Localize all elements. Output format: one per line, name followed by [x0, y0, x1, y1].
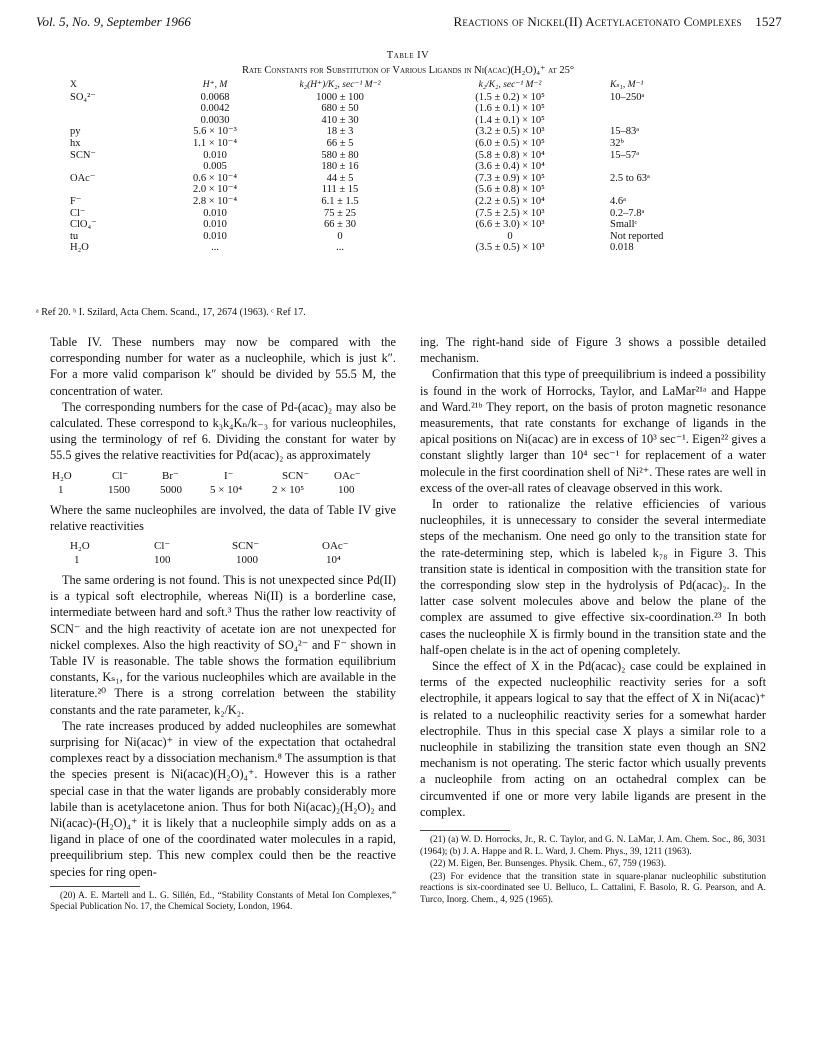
kf1-cell: 2.5 to 63ᵃ — [610, 172, 650, 184]
ligand-cell: py — [70, 126, 81, 138]
paragraph: Table IV. These numbers may now be compared with the corresponding number for water as a nucleophile, which is just k″. For a more valid comparison k″ should be divided by 55.5 M, the concentration of water. — [50, 335, 396, 398]
table-row — [40, 173, 780, 185]
paragraph: ing. The right-hand side of Figure 3 shows a possible detailed mechanism. — [420, 335, 766, 366]
h-plus-cell: 0.010 — [203, 149, 227, 161]
running-head-title — [454, 14, 782, 30]
table-label: Table IV — [386, 50, 430, 61]
k2h-cell: 44 ± 5 — [326, 172, 354, 184]
ligand-cell: H₂O — [70, 242, 89, 254]
k2h-cell: 580 ± 80 — [321, 149, 359, 161]
pd-label: SCN⁻ — [282, 469, 310, 482]
pd-reactivity-table — [50, 468, 396, 498]
kf1-cell: 15–83ᵃ — [610, 126, 640, 138]
rate-constants-table — [40, 80, 780, 254]
table-row — [40, 242, 780, 254]
table-row — [40, 184, 780, 196]
table-footnote: ᵃ Ref 20. ᵇ I. Szilard, Acta Chem. Scand., 17, 2674 (1963). ᶜ Ref 17. — [36, 307, 306, 318]
table-body — [40, 92, 780, 254]
paragraph: The same ordering is not found. This is not unexpected since Pd(II) is a typical soft electrophile, whereas Ni(II) is a borderline case, intermediate between hard and soft.³ Thus the rather low reactivity of SCN⁻ and the high reactivity of acetate ion are not unexpected for nickel complexes. Also the high reactivity of SO₄²⁻ and F⁻ shown in Table IV is reasonable. The table shows the formation equilibrium constants, Kₛ₁, for the various nucleophiles which are available in the literature.²⁰ There is a strong correlation between the stability constants and the rate parameter, k₂/K₂. — [50, 573, 396, 717]
k2h-cell: ... — [336, 242, 344, 254]
footnote-22: (22) M. Eigen, Ber. Bunsenges. Physik. Chem., 67, 759 (1963). — [430, 859, 667, 870]
pd-label: Br⁻ — [162, 469, 179, 482]
table-row — [40, 92, 780, 104]
k2h-cell: 66 ± 5 — [326, 137, 354, 149]
ligand-cell: tu — [70, 230, 79, 242]
h-plus-cell: 0.010 — [203, 219, 227, 231]
h-plus-cell: 0.6 × 10⁻⁴ — [193, 172, 237, 184]
header-kf1: Kₛ₁, M⁻¹ — [610, 80, 644, 90]
k2k2-cell: (3.6 ± 0.4) × 10⁴ — [475, 161, 545, 173]
pd-value: 1500 — [108, 483, 130, 496]
k2h-cell: 66 ± 30 — [323, 219, 356, 231]
ligand-cell: F⁻ — [70, 195, 82, 207]
pd-value: 5000 — [160, 483, 182, 496]
paragraph: Confirmation that this type of preequilibrium is indeed a possibility is found in the work of Horrocks, Taylor, and LaMar²¹ᵃ and Happe and Ward.²¹ᵇ They report, on the basis of proton magnetic resonance measurements, that rate constants for exchange of ligands in the apical positions on Ni(acac) are in excess of 10³ sec⁻¹. Eigen²² gives a constant slightly larger than 10⁴ sec⁻¹ for replacement of a water molecule in the first coordination shell of Ni²⁺. These rates are well in excess of the over-all rates of cleavage observed in this work. — [420, 367, 766, 495]
h-plus-cell: 0.0030 — [200, 114, 230, 126]
k2k2-cell: (7.5 ± 2.5) × 10³ — [475, 207, 545, 219]
ligand-cell: SCN⁻ — [70, 149, 96, 161]
paragraph: Where the same nucleophiles are involved, the data of Table IV give relative reactivities — [50, 502, 396, 533]
ligand-cell: ClO₄⁻ — [70, 219, 97, 231]
pd-label: H₂O — [52, 469, 72, 482]
k2h-cell: 0 — [337, 230, 343, 242]
k2k2-cell: (3.2 ± 0.5) × 10³ — [475, 126, 545, 138]
ni-value: 100 — [154, 554, 171, 567]
h-plus-cell: 1.1 × 10⁻⁴ — [193, 137, 237, 149]
k2h-cell: 1000 ± 100 — [316, 91, 364, 103]
kf1-cell: Smallᶜ — [610, 219, 638, 231]
kf1-cell: 0.2–7.8ᵃ — [610, 207, 645, 219]
k2k2-cell: (1.4 ± 0.1) × 10⁵ — [475, 114, 545, 126]
table-row — [40, 115, 780, 127]
ligand-cell: SO₄²⁻ — [70, 91, 96, 103]
k2h-cell: 6.1 ± 1.5 — [321, 195, 359, 207]
ni-label: H₂O — [70, 540, 90, 553]
h-plus-cell: 0.010 — [203, 207, 227, 219]
h-plus-cell: 5.6 × 10⁻³ — [193, 126, 237, 138]
k2h-cell: 111 ± 15 — [321, 184, 359, 196]
pd-value: 1 — [58, 483, 64, 496]
h-plus-cell: 0.005 — [203, 161, 227, 173]
h-plus-cell: 2.8 × 10⁻⁴ — [193, 195, 237, 207]
left-column — [50, 334, 396, 915]
table-row — [40, 103, 780, 115]
table-caption: Rate Constants for Substitution of Various Ligands in Ni(acac)(H₂O)₄⁺ at 25° — [241, 65, 575, 76]
h-plus-cell: 0.010 — [203, 230, 227, 242]
page-number: 1527 — [755, 14, 782, 29]
table-row — [40, 161, 780, 173]
footnote-rule — [50, 886, 140, 887]
pd-label: OAc⁻ — [334, 469, 361, 482]
ligand-cell: Cl⁻ — [70, 207, 86, 219]
table-row — [40, 138, 780, 150]
k2k2-cell: (6.6 ± 3.0) × 10³ — [475, 219, 545, 231]
kf1-cell: 15–57ᵃ — [610, 149, 640, 161]
header-x: X — [70, 80, 77, 90]
table-row — [40, 208, 780, 220]
pd-value: 2 × 10⁵ — [272, 483, 305, 496]
kf1-cell: 10–250ᵃ — [610, 91, 645, 103]
k2h-cell: 680 ± 50 — [321, 103, 359, 115]
ni-value: 1 — [74, 554, 80, 567]
k2k2-cell: (1.6 ± 0.1) × 10⁵ — [475, 103, 545, 115]
running-head-journal: Vol. 5, No. 9, September 1966 — [36, 14, 191, 29]
k2k2-cell: (5.6 ± 0.8) × 10⁵ — [475, 184, 545, 196]
kf1-cell: 4.6ᵃ — [610, 195, 626, 207]
k2h-cell: 18 ± 3 — [326, 126, 354, 138]
footnotes — [50, 891, 396, 914]
h-plus-cell: 0.0068 — [200, 91, 230, 103]
table-row — [40, 150, 780, 162]
kf1-cell: Not reported — [610, 230, 664, 242]
k2k2-cell: (7.3 ± 0.9) × 10⁵ — [475, 172, 545, 184]
header-k2h: k₂(H⁺)/K₂, sec⁻¹ M⁻² — [299, 80, 381, 90]
header-k2k2: k₂/K₂, sec⁻¹ M⁻² — [478, 80, 542, 90]
h-plus-cell: 2.0 × 10⁻⁴ — [193, 184, 237, 196]
k2h-cell: 410 ± 30 — [321, 114, 359, 126]
ni-label: SCN⁻ — [232, 540, 260, 553]
k2k2-cell: (6.0 ± 0.5) × 10⁵ — [475, 137, 545, 149]
right-column — [420, 334, 766, 908]
ni-label: OAc⁻ — [322, 540, 349, 553]
running-head-text: Reactions of Nickel(II) Acetylacetonato Complexes — [453, 14, 742, 29]
paragraph: The corresponding numbers for the case of Pd-(acac)₂ may also be calculated. These correspond to k₃k₄Kₙ/k₋₃ for various nucleophiles, using the terminology of ref 6. Dividing the constant for water by 55.5 gives the relative reactivities for Pd(acac)₂ as approximately — [50, 399, 396, 463]
ni-value: 1000 — [236, 554, 258, 567]
pd-value: 5 × 10⁴ — [210, 483, 243, 496]
ligand-cell: hx — [70, 137, 81, 149]
pd-value: 100 — [338, 483, 355, 496]
k2k2-cell: (2.2 ± 0.5) × 10⁴ — [475, 195, 545, 207]
k2h-cell: 180 ± 16 — [321, 161, 359, 173]
ni-value: 10⁴ — [326, 554, 341, 567]
paragraph: In order to rationalize the relative efficiencies of various nucleophiles, it is unnecessary to consider the several intermediate steps of the mechanism. One need go only to the transition state for the rate-determining step, which is labeled k₇₈ in Figure 3. This transition state is identical in composition with the transition state for the corresponding slow step in the hydrolysis of Pd(acac)₂. In the latter case solvent molecules above and below the plane of the complex are assumed to give effective six-coordination.²³ In both cases the nucleophile X is firmly bound in the transition state and the half-open chelate is in the act of opening completely. — [420, 497, 766, 657]
table-row — [40, 231, 780, 243]
table-header-row — [40, 80, 780, 92]
kf1-cell: 0.018 — [610, 242, 634, 254]
pd-label: I⁻ — [224, 469, 234, 482]
header-h-plus: H⁺, M — [202, 80, 228, 90]
k2k2-cell: (3.5 ± 0.5) × 10³ — [475, 242, 545, 254]
k2h-cell: 75 ± 25 — [323, 207, 356, 219]
k2k2-cell: (1.5 ± 0.2) × 10⁵ — [475, 91, 545, 103]
footnote-21: (21) (a) W. D. Horrocks, Jr., R. C. Taylor, and G. N. LaMar, J. Am. Chem. Soc., 86, 3031 (1964); (b) J. A. Happe and R. L. Ward, J. Chem. Phys., 39, 1211 (1963). — [420, 835, 766, 857]
ni-reactivity-table — [50, 538, 396, 568]
paragraph: The rate increases produced by added nucleophiles are somewhat surprising for Ni(acac)⁺ in view of the expectation that octahedral complexes react by a dissociation mechanism.⁸ The assumption is that the species present is Ni(acac)(H₂O)₄⁺. However this is a rather special case in that the water ligands are probably considerably more labile than is acetylacetone anion. Thus for both Ni(acac)₂(H₂O)₂ and Ni(acac)-(H₂O)₄⁺ it is likely that a nucleophile simply adds on as a ligand in place of one of the coordinated water molecules in a rapid, preequilibrium step. This new complex could then be the reactive species for ring open- — [50, 718, 396, 879]
kf1-cell: 32ᵇ — [610, 137, 624, 149]
k2k2-cell: (5.8 ± 0.8) × 10⁴ — [475, 149, 545, 161]
paragraph: Since the effect of X in the Pd(acac)₂ case could be explained in terms of the expected nucleophilic reactivity series for a soft electrophile, it appears logical to say that the effect of X in Ni(acac)⁺ is related to a nucleophilic reactivity series for a somewhat harder electrophile. Thus in this special case X plays a similar role to a nucleophile in stabilizing the transition state even though an SN2 mechanism is not operating. The steric factor which usually prevents a nucleophile from acting on an octahedral complex can be circumvented if one or more very labile ligands are present in the complex. — [420, 659, 766, 819]
footnotes — [420, 835, 766, 907]
table-row — [40, 126, 780, 138]
table-row — [40, 219, 780, 231]
h-plus-cell: 0.0042 — [200, 103, 230, 115]
table-row — [40, 196, 780, 208]
pd-label: Cl⁻ — [112, 469, 129, 482]
k2k2-cell: 0 — [507, 230, 513, 242]
ni-label: Cl⁻ — [154, 540, 171, 553]
footnote-20: (20) A. E. Martell and L. G. Sillén, Ed., “Stability Constants of Metal Ion Complexes,” Special Publication No. 17, the Chemical Society, London, 1964. — [50, 890, 396, 913]
footnote-rule — [420, 830, 510, 831]
footnote-23: (23) For evidence that the transition state in square-planar nucleophilic substitution reactions is six-coordinated see U. Belluco, L. Cattalini, F. Basolo, R. G. Pearson, and A. Turco, Inorg. Chem., 4, 925 (1965). — [420, 871, 766, 906]
h-plus-cell: ... — [211, 242, 219, 254]
ligand-cell: OAc⁻ — [70, 172, 96, 184]
